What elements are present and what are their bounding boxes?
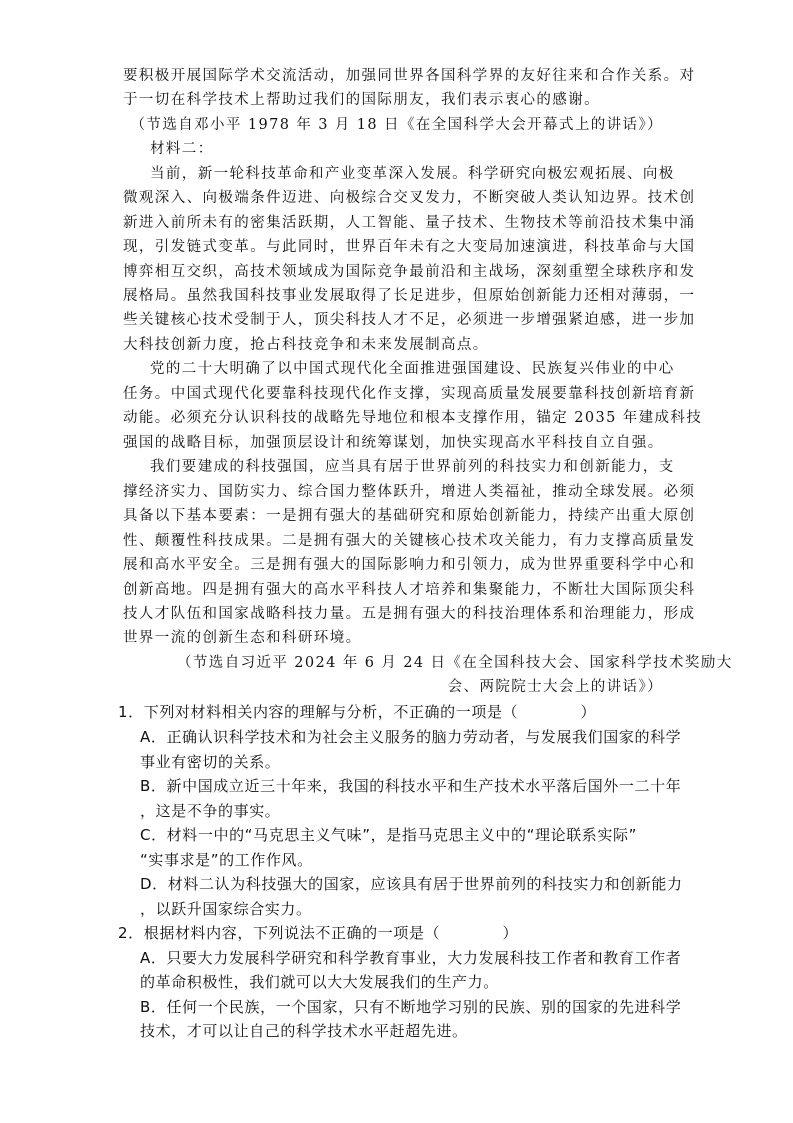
question-2-stem: 2．根据材料内容，下列说法不正确的一项是（ ）	[118, 924, 519, 942]
passage-line: 现，引发链式变革。与此同时，世界百年未有之大变局加速演进，科技革命与大国	[123, 239, 696, 255]
passage-line: 大科技创新力度，抢占科技竞争和未来发展制高点。	[123, 337, 489, 353]
passage-line: 展和高水平安全。三是拥有强大的国际影响力和引领力，成为世界重要科学中心和	[123, 557, 696, 573]
question-1-option-a-cont: 事业有密切的关系。	[140, 753, 281, 771]
section-heading-material-2: 材料二：	[150, 141, 214, 157]
question-1-stem: 1．下列对材料相关内容的理解与分析，不正确的一项是（ ）	[118, 703, 597, 721]
passage-line: 具备以下基本要素：一是拥有强大的基础研究和原始创新能力，持续产出重大原创	[123, 508, 696, 524]
question-1-option-b-cont: ，这是不争的事实。	[140, 802, 281, 820]
passage-line: 撑经济实力、国防实力、综合国力整体跃升，增进人类福祉，推动全球发展。必须	[123, 484, 696, 500]
passage-line: 动能。必须充分认识科技的战略先导地位和根本支撑作用，锚定 2035 年建成科技	[123, 410, 703, 426]
question-1-option-b: B．新中国成立近三十年来，我国的科技水平和生产技术水平落后国外一二十年	[140, 777, 682, 795]
passage-line: 当前，新一轮科技革命和产业变革深入发展。科学研究向极宏观拓展、向极	[150, 166, 675, 182]
passage-line: 微观深入、向极端条件迈进、向极综合交叉发力，不断突破人类认知边界。技术创	[123, 190, 696, 206]
passage-line: 博弈相互交织，高技术领域成为国际竞争最前沿和主战场，深刻重塑全球秩序和发	[123, 264, 696, 280]
question-2-option-b: B．任何一个民族，一个国家，只有不断地学习别的民族、别的国家的先进科学	[140, 998, 682, 1016]
question-1-option-d-cont: ，以跃升国家综合实力。	[140, 900, 312, 918]
passage-line: 新进入前所未有的密集活跃期，人工智能、量子技术、生物技术等前沿技术集中涌	[123, 215, 696, 231]
passage-line: 些关键核心技术受制于人，顶尖科技人才不足，必须进一步增强紧迫感，进一步加	[123, 312, 696, 328]
source-citation-2: （节选自习近平 2024 年 6 月 24 日《在全国科技大会、国家科学技术奖励大	[177, 655, 733, 671]
passage-line: 技人才队伍和国家战略科技力量。五是拥有强大的科技治理体系和治理能力，形成	[123, 606, 696, 622]
passage-line: 性、颠覆性科技成果。二是拥有强大的关键核心技术攻关能力，有力支撑高质量发	[123, 533, 696, 549]
question-2-option-b-cont: 技术，才可以让自己的科学技术水平赶超先进。	[140, 1022, 468, 1040]
passage-line: 党的二十大明确了以中国式现代化全面推进强国建设、民族复兴伟业的中心	[150, 361, 675, 377]
passage-line: 强国的战略目标，加强顶层设计和统筹谋划，加快实现高水平科技自立自强。	[123, 435, 664, 451]
passage-line: 世界一流的创新生态和科研环境。	[123, 630, 362, 646]
passage-line: 任务。中国式现代化要靠科技现代化作支撑，实现高质量发展要靠科技创新培育新	[123, 386, 696, 402]
question-1-option-a: A．正确认识科学技术和为社会主义服务的脑力劳动者，与发展我们国家的科学	[140, 728, 682, 746]
passage-line: 创新高地。四是拥有强大的高水平科技人才培养和集聚能力，不断壮大国际顶尖科	[123, 582, 696, 598]
question-2-option-a-cont: 的革命积极性，我们就可以大大发展我们的生产力。	[140, 973, 499, 991]
question-1-option-c-cont: “实事求是”的工作作风。	[140, 851, 313, 869]
passage-line: 于一切在科学技术上帮助过我们的国际朋友，我们表示衷心的感谢。	[123, 92, 600, 108]
source-citation-1: （节选自邓小平 1978 年 3 月 18 日《在全国科学大会开幕式上的讲话》）	[130, 117, 663, 133]
question-1-option-c: C．材料一中的“马克思主义气味”，是指马克思主义中的“理论联系实际”	[140, 826, 637, 844]
question-1-option-d: D．材料二认为科技强大的国家，应该具有居于世界前列的科技实力和创新能力	[140, 875, 683, 893]
passage-line: 我们要建成的科技强国，应当具有居于世界前列的科技实力和创新能力，支	[150, 459, 675, 475]
question-2-option-a: A．只要大力发展科学研究和科学教育事业，大力发展科技工作者和教育工作者	[140, 949, 682, 967]
passage-line: 要积极开展国际学术交流活动，加强同世界各国科学界的友好往来和合作关系。对	[123, 68, 696, 84]
passage-line: 展格局。虽然我国科技事业发展取得了长足进步，但原始创新能力还相对薄弱，一	[123, 288, 696, 304]
source-citation-2-cont: 会、两院院士大会上的讲话》）	[447, 679, 663, 695]
